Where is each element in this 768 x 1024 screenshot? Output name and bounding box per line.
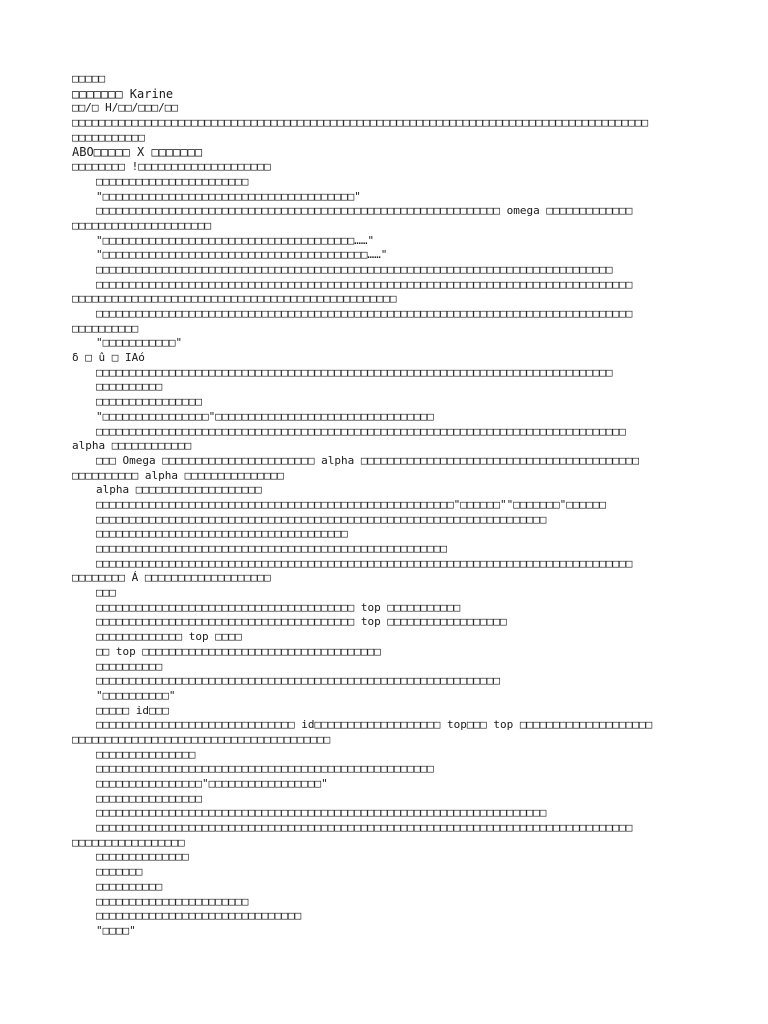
text-line: □□□□□□□□□□□□□□□□□□□□□□□□□□□□□□□□□□□□□□□□□□□□□□□□□□□□□□□□□□□□□□□□□□□□□□□□□□□□□□□□□ (96, 307, 633, 320)
text-line: □□ top □□□□□□□□□□□□□□□□□□□□□□□□□□□□□□□□□□□□ (96, 644, 381, 658)
text-line: □□□□□□□□□□□□□□□□□□□□□□□□□□□□□□□□□□□□□□□□□□□□□□□□□□□□□□□□□□□□□□□□□□□□□□□□□□□□□□□□ (96, 424, 626, 438)
text-line: "□□□□□□□□□□" (96, 688, 176, 702)
text-line: δ □ û □ IAó (72, 351, 145, 365)
text-line: "□□□□□□□□□□□" (96, 336, 183, 350)
text-line: □□□□□□□□□□□□□□□□□□□□□□□□□□□□□□□□□□□□□□□□□□□□□□□□□□□□□□□□□□□□□□□□□□□□□□□□□□□□□□□□□ (96, 821, 633, 835)
text-line: ABO□□□□□ X □□□□□□□ (72, 145, 203, 160)
text-line: □□□□□□□□□□ (96, 659, 163, 673)
text-line: alpha □□□□□□□□□□□□□□□□□□□ (96, 483, 262, 497)
text-line: "□□□□□□□□□□□□□□□□□□□□□□□□□□□□□□□□□□□□□□……" (96, 233, 375, 247)
text-line: □□□□□ (72, 72, 106, 85)
text-line: □□□□□□□□□□□□□□□□□□□□□□□□□□□□□□□□□□□□□□□□□□□□□□□□□□□□□□□□□□□□□ (96, 674, 500, 688)
text-line: □□□□□□□□ Á □□□□□□□□□□□□□□□□□□□ (72, 571, 271, 585)
text-line: □□□□□□□□□□□□□□□□ (96, 395, 202, 409)
text-line: □□□□□□□□□□□□□□ (96, 850, 189, 864)
text-line: □□□□□□□□□□ (96, 380, 163, 394)
text-line: □□□□□□□□□□ (96, 879, 163, 893)
text-line: alpha □□□□□□□□□□□□ (72, 439, 192, 453)
text-line: □□□ (96, 586, 116, 600)
text-line: □□□□□□□□□□□□□□□□□□□□□□□□□□□□□□□□□□□□□□□□□□□□□□□□□□□□□□□□□□□□□ omega □□□□□□□□□□□□□ (96, 204, 633, 218)
text-line: □□□ Omega □□□□□□□□□□□□□□□□□□□□□□□ alpha □□□□□□□□□□□□□□□□□□□□□□□□□□□□□□□□□□□□□□□□□□ (96, 453, 640, 467)
text-line: "□□□□□□□□□□□□□□□□□□□□□□□□□□□□□□□□□□□□□□" (96, 189, 361, 203)
text-line: □□□□□□□□□□□□□□□□□□□□□□□□□□□□□□□□□□□□□□□ top □□□□□□□□□□□ (96, 600, 461, 614)
text-line: □□□□□□□□□□□□□□□□□□□□□□□□□□□□□□□□□□□□□□□□□□□□□□□□□□□□□□□□□□□□□□□□□□□□□□□□□□□□□□ (96, 365, 613, 379)
text-line: □□□□□□□□□□□ (72, 130, 145, 144)
text-line: □□□□□□□□□□□□□□□□□□□□□□□□□□□□□□□□□□□□□□□□□□□□□□□□□□□□□□□□□□□□□□□□□□□□ (96, 806, 547, 820)
text-line: □□□□□□□□□□□□□□□□□□□□□□□ (96, 174, 249, 188)
text-line: □□□□□□□□□□□□□□□□□□□□□□□□□□□□□□□□□□□□□□□ top □□□□□□□□□□□□□□□□□□ (96, 615, 507, 629)
text-line: □□□□□□□□□□□□□□□ (96, 747, 196, 761)
text-line: "□□□□□□□□□□□□□□□□"□□□□□□□□□□□□□□□□□□□□□□□□□□□□□□□□□ (96, 409, 434, 423)
text-line: □□□□□□□□□□□□□□□□□□□□□□□□□□□□□□□□□□□□□□ (96, 527, 348, 541)
text-line: □□□□□□□□□□ alpha □□□□□□□□□□□□□□□ (72, 468, 284, 482)
text-line: □□□□□□□□□□□□□□□□□□□□□□□□□□□□□□□□□□□□□□□□□□□□□□□□□□□□□□□□□□□□□□□□□□□□□□□□□□□□□□ (96, 262, 613, 276)
document-body (72, 72, 702, 939)
text-line: □□□□□ id□□□ (96, 703, 169, 717)
text-line: □□□□□□□□□□□□□□□□□□□□□□□□□□□□□□□□□□□□□□□□□□□□□□□□□□□□□□□□□□□□□□□□□□□□□□□□□□□□□□□□□□□□□□□ (72, 116, 649, 130)
text-line: □□□□□□□□□□□□□□□□□ (72, 835, 185, 849)
text-line: □□/□ H/□□/□□□/□□ (72, 101, 178, 115)
text-line: □□□□□□□□□□□□□□□□ (96, 791, 202, 805)
text-line: □□□□□□□ (96, 865, 143, 879)
text-line: □□□□□□□□□□□□□□□□"□□□□□□□□□□□□□□□□□" (96, 777, 328, 790)
text-line: □□□□□□□□ !□□□□□□□□□□□□□□□□□□□□ (72, 160, 271, 174)
text-line: □□□□□□□□□□□□□□□□□□□□□□□□□□□□□□ id□□□□□□□□□□□□□□□□□□□ top□□□ top □□□□□□□□□□□□□□□□□□□□ (96, 718, 653, 732)
text-line: "□□□□□□□□□□□□□□□□□□□□□□□□□□□□□□□□□□□□□□□□……" (96, 248, 388, 262)
text-line: □□□□□□□□□□□□□□□□□□□□□□□□□□□□□□□□□□□□□□□□□□□□□□□□□□□□□□"□□□□□□""□□□□□□□"□□□□□□ (96, 497, 606, 511)
text-line: □□□□□□□□□□□□□□□□□□□□□□□□□□□□□□□□□□□□□□□□□□□□□□□□□□□□□□□□□□□□□□□□□□□□□□□□□□□□□□□□□ (96, 277, 633, 291)
text-line: □□□□□□□□□□□□□□□□□□□□□□□□□□□□□□□□□□□□□□□□□□□□□□□□□□□□□ (96, 542, 447, 555)
text-line: □□□□□□□□□□□□□□□□□□□□□□□□□□□□□□□ (96, 909, 302, 923)
text-line: □□□□□□□□□□□□□□□□□□□□□□□□□□□□□□□□□□□□□□□ (72, 732, 331, 746)
text-line: □□□□□□□□□□□□□□□□□□□□□□□□□□□□□□□□□□□□□□□□□□□□□□□□□□□ (96, 762, 434, 776)
text-line: "□□□□" (96, 923, 136, 937)
text-line: □□□□□□□ Karine (72, 86, 174, 101)
text-line: □□□□□□□□□□□□□□□□□□□□□□□ (96, 894, 249, 908)
text-line: □□□□□□□□□□□□□□□□□□□□□□□□□□□□□□□□□□□□□□□□□□□□□□□□□ (72, 292, 397, 306)
text-line: □□□□□□□□□□□□□□□□□□□□□ (72, 218, 212, 232)
text-line: □□□□□□□□□□□□□□□□□□□□□□□□□□□□□□□□□□□□□□□□□□□□□□□□□□□□□□□□□□□□□□□□□□□□□□□□□□□□□□□□□ (96, 556, 633, 570)
text-line: □□□□□□□□□□ (72, 321, 139, 335)
text-line: □□□□□□□□□□□□□ top □□□□ (96, 630, 242, 644)
text-line: □□□□□□□□□□□□□□□□□□□□□□□□□□□□□□□□□□□□□□□□□□□□□□□□□□□□□□□□□□□□□□□□□□□□ (96, 512, 547, 526)
